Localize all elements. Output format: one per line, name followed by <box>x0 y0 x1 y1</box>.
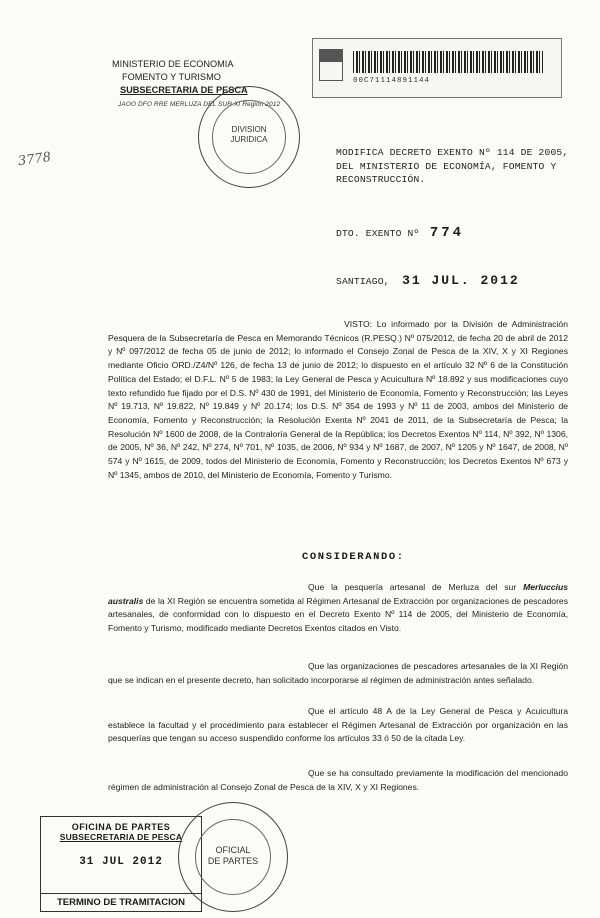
decree-title <box>336 146 576 187</box>
considerando-paragraph-3: Que el artículo 48 A de la Ley General de Pesca y Acuicultura establece la facultad y el procedimiento para establecer el Régimen Artesanal de Extracción por organización en las pesquerías que tengan su acceso suspendido conforme los artículos 33 ó 50 de la citada Ley. <box>108 706 568 744</box>
bottom-seal-center-text <box>179 845 287 867</box>
considerando-paragraph-1 <box>108 581 568 636</box>
visto-paragraph: VISTO: Lo informado por la División de Administración Pesquera de la Subsecretaría de Pesca en Memorando Técnicos (R.PESQ.) Nº 075/2012, de fecha 20 de abril de 2012 y Nº 097/2012 de fecha 05 de junio de 2012; lo informado el Consejo Zonal de Pesca de la XIV, X y XI Regiones mediante Oficio ORD./Z4/Nº 126, de fecha 13 de junio de 2012; lo dispuesto en el artículo 32 Nº 6 de la Constitución Política del Estado; el D.F.L. Nº 5 de 1983; la Ley General de Pesca y Acuicultura Nº 18.892 y sus modificaciones cuyo texto refundido fue fijado por el D.S. Nº 430 de 1991, del Ministerio de Economía, Fomento y Reconstrucción; las Leyes Nº 19.713, Nº 19.822, Nº 19.849 y Nº 20.174; los D.S. Nº 354 de 1993 y Nº 11 de 2003, ambos del Ministerio de Economía, Fomento y Reconstrucción; la Resolución Exenta Nº 2041 de 2011, de la Subsecretaría de Pesca; la Resolución Nº 1600 de 2008, de la Contraloría General de la República; los Decretos Exentos Nº 114, Nº 392, Nº 1306, de 2005, Nº 36, Nº 242, Nº 274, Nº 701, Nº 1035, de 2006, Nº 934 y Nº 1687, de 2007, Nº 1205 y Nº 1647, de 2008, Nº 574 y Nº 1615, de 2009, todos del Ministerio de Economía, Fomento y Reconstrucción; los Decretos Exentos Nº 673 y Nº 1345, ambos de 2010, del Ministerio de Economía, Fomento y Turismo. <box>108 319 568 480</box>
oficial-partes-seal <box>178 802 288 912</box>
subsecretaria-label: SUBSECRETARIA DE PESCA <box>120 85 248 95</box>
title-line-2: DEL MINISTERIO DE ECONOMÍA, FOMENTO Y <box>336 160 557 172</box>
stamp-date: 31 JUL 2012 <box>79 856 163 868</box>
division-juridica-seal <box>198 86 300 188</box>
considerando-heading: CONSIDERANDO: <box>302 551 405 563</box>
seal-center-text <box>199 125 299 145</box>
handwritten-number: 3778 <box>17 149 52 170</box>
stamp-line-1: OFICINA DE PARTES <box>71 822 171 832</box>
considerando-paragraph-2: Que las organizaciones de pescadores artesanales de la XI Región que se indican en el presente decreto, han solicitado incorporarse al régimen de administración antes señalado. <box>108 661 568 685</box>
tracking-number: 00C71114891144 <box>353 77 431 85</box>
decree-number: 774 <box>429 225 465 241</box>
p1-rest: de la XI Región se encuentra sometida al Régimen Artesanal de Extracción por organizaciones de pescadores artesanales, de conformidad con lo dispuesto en el Decreto Exento Nº 114 de 2005, del Ministerio de Economía, Fomento y Turismo, modificado mediante Decretos Exentos citados en Visto. <box>108 595 569 634</box>
bottom-seal-line-1: OFICIAL <box>215 845 251 855</box>
decree-date-row <box>336 271 520 289</box>
considerando-paragraph-4: Que se ha consultado previamente la modificación del mencionado régimen de administración al Consejo Zonal de Pesca de la XIV, X y XI Regiones. <box>108 768 568 792</box>
place-label: SANTIAGO, <box>336 276 390 287</box>
chile-emblem-icon <box>319 49 343 81</box>
seal-center-line-1: DIVISION <box>231 125 267 134</box>
barcode-icon <box>353 51 543 73</box>
decree-number-label: DTO. EXENTO Nº <box>336 228 420 239</box>
ministry-line-1: MINISTERIO DE ECONOMIA <box>112 59 234 69</box>
document-reference: JAOO DFO RRE MERLUZA DEL SUR XI Región 2012 <box>118 101 281 108</box>
stamp-line-2: SUBSECRETARIA DE PESCA <box>59 832 183 842</box>
tracking-label <box>312 38 562 98</box>
title-line-3: RECONSTRUCCIÓN. <box>336 174 426 185</box>
stamp-footer: TERMINO DE TRAMITACION <box>41 893 201 911</box>
p1-species-name: Merluccius australis <box>108 582 568 606</box>
seal-center-line-2: JURIDICA <box>230 135 268 144</box>
decree-date: 31 JUL. 2012 <box>402 273 520 288</box>
title-line-1: MODIFICA DECRETO EXENTO Nº 114 DE 2005, <box>336 147 569 158</box>
p1-start: Que la pesquería artesanal de Merluza del sur <box>308 582 517 592</box>
ministry-line-2: FOMENTO Y TURISMO <box>122 72 221 82</box>
decree-number-row <box>336 223 464 241</box>
bottom-seal-line-2: DE PARTES <box>207 856 259 866</box>
